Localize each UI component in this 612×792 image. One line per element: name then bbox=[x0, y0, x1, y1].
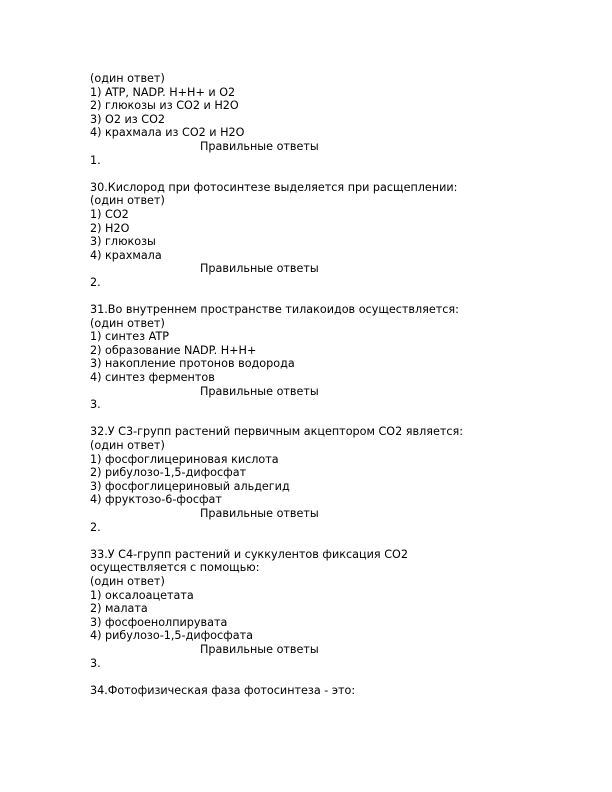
option-4: 4) крахмала из CO2 и H2O bbox=[90, 126, 245, 140]
option-2: 2) малата bbox=[90, 602, 148, 616]
document-page bbox=[90, 72, 560, 697]
option-1: 1) оксалоацетата bbox=[90, 588, 194, 602]
question-title-continued: осуществляется с помощью: bbox=[90, 561, 260, 575]
question-33 bbox=[90, 548, 560, 670]
correct-answers-label: Правильные ответы bbox=[200, 507, 319, 520]
question-title: 30.Кислород при фотосинтезе выделяется при расщеплении: bbox=[90, 180, 458, 194]
option-4: 4) рибулозо-1,5-дифосфата bbox=[90, 629, 253, 643]
answer-type: (один ответ) bbox=[90, 439, 165, 453]
correct-answers-label: Правильные ответы bbox=[200, 642, 319, 656]
question-title: 34.Фотофизическая фаза фотосинтеза - это: bbox=[90, 683, 356, 697]
answer-type: (один ответ) bbox=[90, 194, 165, 208]
question-34 bbox=[90, 684, 560, 698]
option-1: 1) синтез ATP bbox=[90, 330, 170, 344]
option-3: 3) накопление протонов водорода bbox=[90, 357, 295, 371]
option-2: 2) глюкозы из CO2 и H2O bbox=[90, 99, 239, 113]
option-3: 3) фосфоенолпирувата bbox=[90, 615, 228, 629]
option-4: 4) крахмала bbox=[90, 248, 162, 262]
option-3: 3) O2 из CO2 bbox=[90, 112, 166, 126]
option-1: 1) фосфоглицериновая кислота bbox=[90, 452, 279, 466]
option-2: 2) образование NADP. H+H+ bbox=[90, 343, 257, 357]
option-1: 1) CO2 bbox=[90, 207, 129, 221]
question-30 bbox=[90, 181, 560, 290]
correct-answers-label: Правильные ответы bbox=[200, 139, 319, 153]
correct-answers-label: Правильные ответы bbox=[200, 384, 319, 398]
correct-answer: 1. bbox=[90, 153, 101, 167]
option-2: 2) рибулозо-1,5-дифосфат bbox=[90, 466, 247, 480]
correct-answer: 3. bbox=[90, 398, 101, 412]
option-2: 2) H2O bbox=[90, 221, 130, 235]
option-4: 4) синтез ферментов bbox=[90, 371, 215, 385]
correct-answer: 2. bbox=[90, 275, 101, 289]
answer-type: (один ответ) bbox=[90, 72, 165, 85]
question-title: 31.Во внутреннем пространстве тилакоидов осуществляется: bbox=[90, 303, 459, 317]
answer-type: (один ответ) bbox=[90, 316, 165, 330]
option-4: 4) фруктозо-6-фосфат bbox=[90, 493, 222, 507]
correct-answers-label: Правильные ответы bbox=[200, 262, 319, 276]
option-3: 3) фосфоглицериновый альдегид bbox=[90, 479, 290, 493]
question-title: 32.У С3-групп растений первичным акцептором CO2 является: bbox=[90, 425, 464, 439]
option-3: 3) глюкозы bbox=[90, 235, 156, 249]
question-31 bbox=[90, 303, 560, 412]
question-title: 33.У С4-групп растений и суккулентов фиксация CO2 bbox=[90, 547, 408, 561]
correct-answer: 3. bbox=[90, 656, 101, 670]
question-29-fragment bbox=[90, 72, 560, 167]
option-1: 1) ATP, NADP. H+H+ и O2 bbox=[90, 85, 236, 99]
question-32 bbox=[90, 425, 560, 534]
correct-answer: 2. bbox=[90, 520, 101, 534]
answer-type: (один ответ) bbox=[90, 574, 165, 588]
